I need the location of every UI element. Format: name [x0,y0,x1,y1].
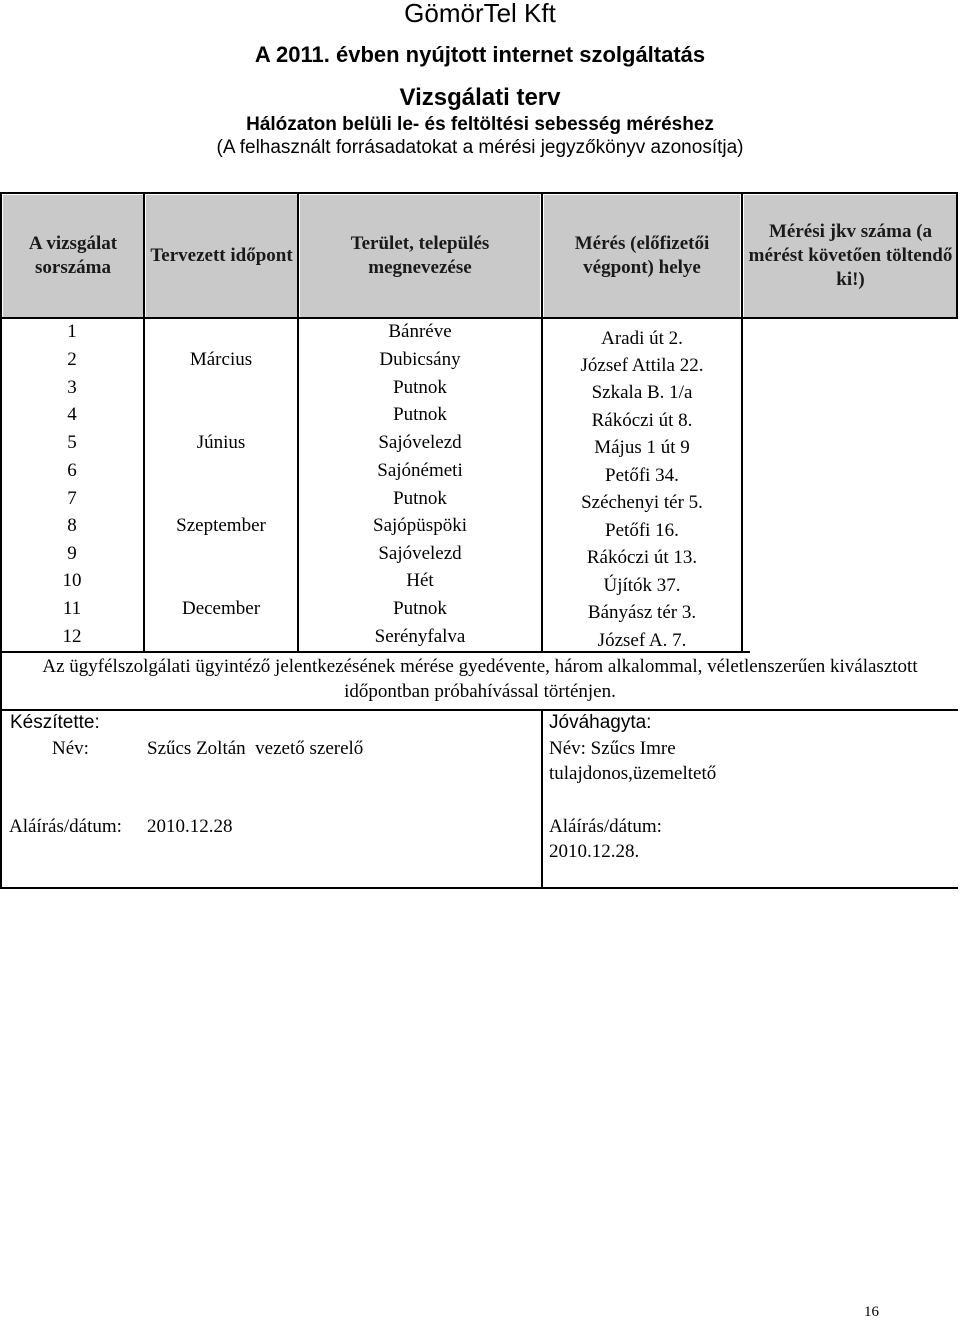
row-address: Széchenyi tér 5. [581,492,703,513]
row-address: Május 1 út 9 [594,437,690,458]
row-number: 11 [62,598,82,619]
prepared-by-label: Készítette: [10,712,100,733]
plan-source-note: (A felhasznált forrásadatokat a mérési jegyzőkönyv azonosítja) [216,137,744,158]
row-number: 1 [67,321,77,342]
column-header-date: Tervezett időpont [146,195,297,317]
row-number: 12 [62,626,82,647]
approved-date: 2010.12.28. [549,841,640,862]
row-number: 8 [67,515,77,536]
column-header-location: Terület, település megnevezése [300,195,540,317]
row-town: Sajópüspöki [373,515,467,536]
row-month: Június [196,432,246,453]
row-number: 2 [67,349,77,370]
column-header-endpoint: Mérés (előfizetői végpont) helye [544,195,740,317]
row-town: Sajónémeti [377,460,463,481]
note-bottom-border [0,709,958,711]
plan-title: Vizsgálati terv [399,84,561,111]
row-town: Hét [406,570,434,591]
row-month: Március [189,349,253,370]
row-address: József A. 7. [597,630,687,651]
row-address: József Attila 22. [580,355,704,376]
row-town: Sajóvelezd [378,432,462,453]
row-number: 6 [67,460,77,481]
approved-by-role: tulajdonos,üzemeltető [549,763,717,784]
row-town: Putnok [393,404,447,425]
footer-bottom-border [0,887,958,889]
row-town: Putnok [393,488,447,509]
row-town: Putnok [393,377,447,398]
prepared-date: 2010.12.28 [147,816,233,837]
signature-date-label: Aláírás/dátum: [9,816,122,837]
row-number: 10 [62,570,82,591]
footer-column-divider [541,711,543,889]
column-header-report-number: Mérési jkv száma (a mérést követően töltendő ki!) [744,195,957,317]
approved-by-label: Jóváhagyta: [549,712,652,733]
approved-by-name: Név: Szűcs Imre [549,738,676,759]
row-number: 4 [67,404,77,425]
table-right-border [956,192,958,319]
row-number: 3 [67,377,77,398]
column-header-number: A vizsgálat sorszáma [3,195,143,317]
row-address: Bányász tér 3. [587,602,697,623]
row-address: Újítók 37. [603,575,681,596]
row-address: Szkala B. 1/a [591,382,693,403]
row-address: Rákóczi út 8. [591,410,693,431]
row-address: Aradi út 2. [601,328,683,349]
name-label: Név: [52,738,89,759]
approved-signature-label: Aláírás/dátum: [549,816,662,837]
row-month: Szeptember [176,515,266,536]
row-address: Petőfi 34. [605,465,679,486]
row-town: Bánréve [388,321,452,342]
row-address: Petőfi 16. [605,520,679,541]
document-subtitle: A 2011. évben nyújtott internet szolgáltatás [254,42,706,67]
measurement-note: Az ügyfélszolgálati ügyintéző jelentkezésének mérése gyedévente, három alkalommal, véletlenszerűen kiválasztott időpontban próbahívással történjen. [42,656,918,702]
prepared-by-name: Szűcs Zoltán vezető szerelő [147,738,364,759]
row-number: 5 [67,432,77,453]
row-town: Serényfalva [374,626,466,647]
plan-description: Hálózaton belüli le- és feltöltési sebesség méréshez [246,114,714,135]
company-name: GömörTel Kft [404,0,556,28]
row-month: December [181,598,261,619]
row-town: Dubicsány [379,349,461,370]
row-address: Rákóczi út 13. [586,547,698,568]
row-number: 9 [67,543,77,564]
page-number: 16 [864,1304,879,1320]
table-left-border [0,192,2,889]
row-town: Sajóvelezd [378,543,462,564]
row-number: 7 [67,488,77,509]
row-town: Putnok [393,598,447,619]
